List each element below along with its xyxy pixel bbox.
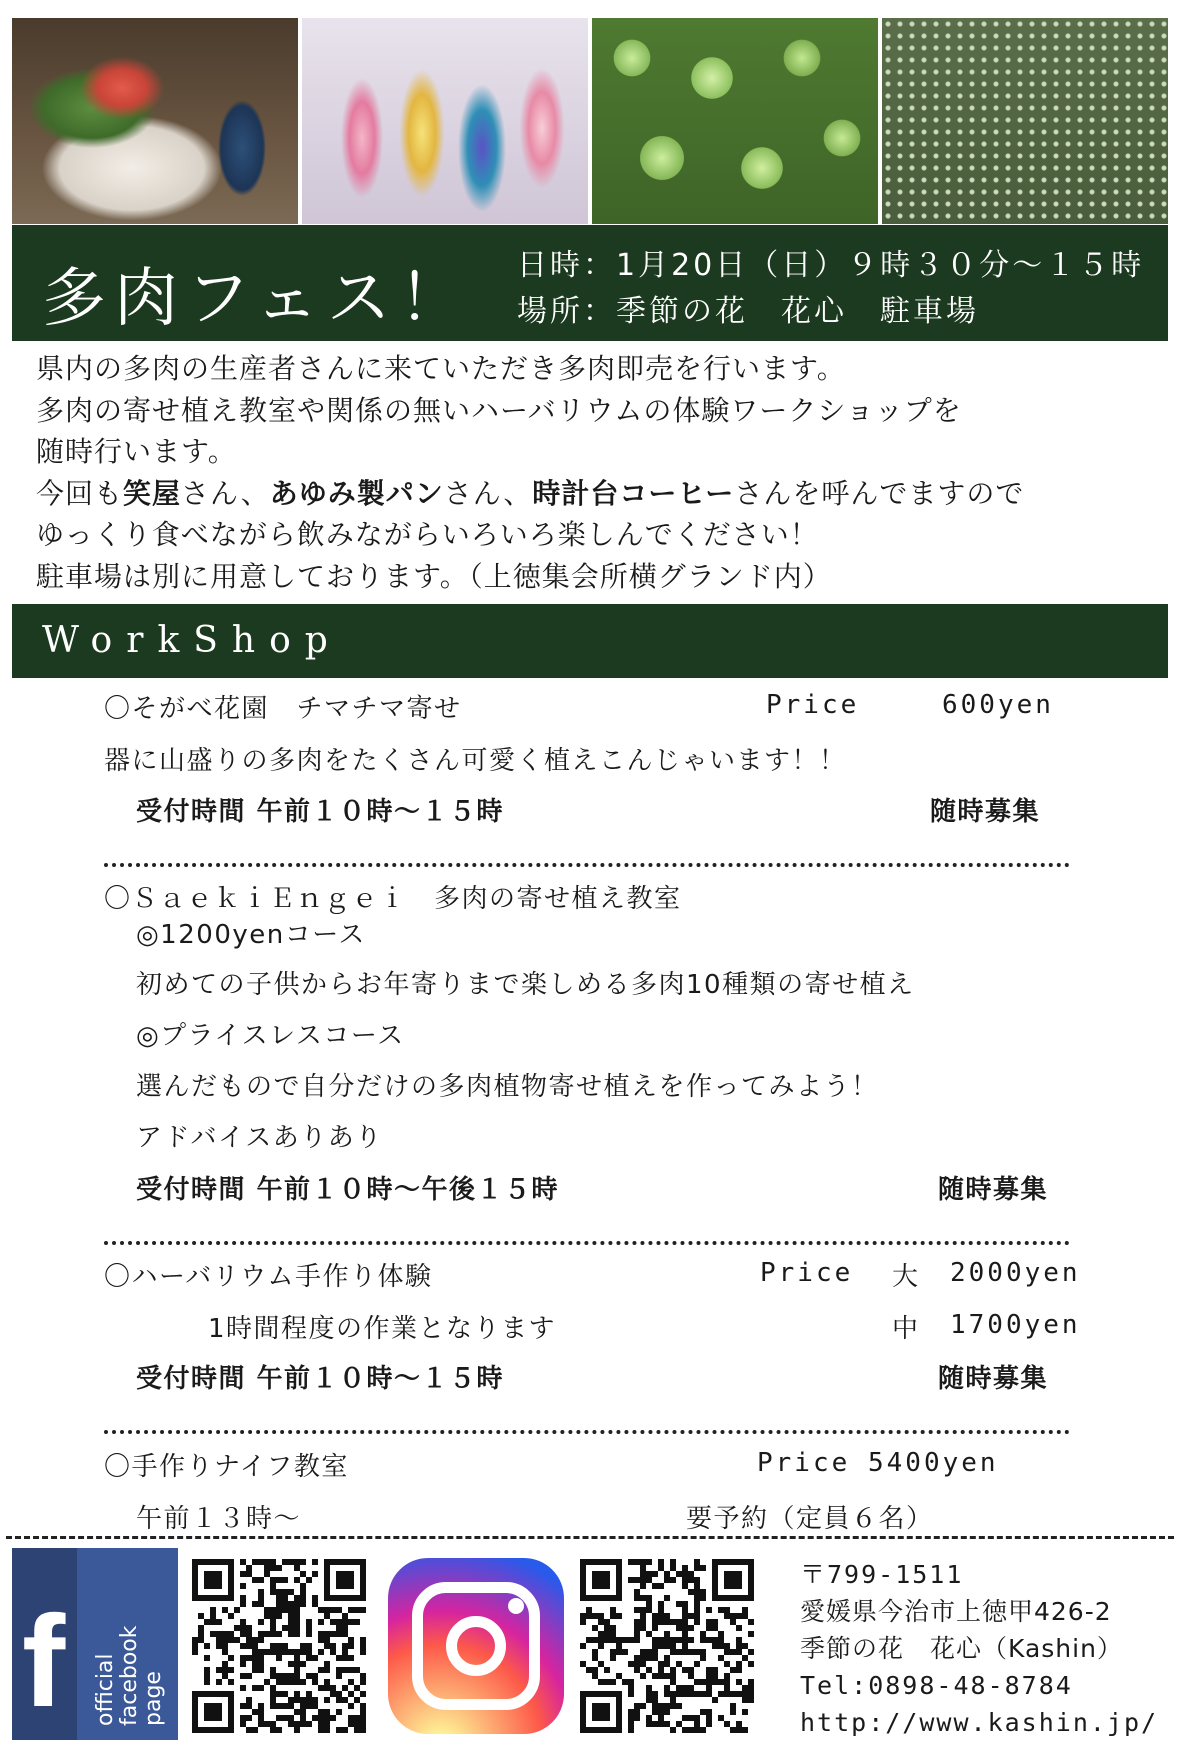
ws1-name: 〇そがべ花園 チマチマ寄せ: [104, 694, 462, 724]
facebook-icon: f: [22, 1588, 66, 1734]
intro-text-span: 今回も: [36, 476, 124, 510]
shop-address: [800, 1556, 1158, 1741]
intro-line: 駐車場は別に用意しております。（上徳集会所横グランド内）: [36, 559, 832, 593]
succulent-carpet-photo: [882, 18, 1168, 224]
photo-strip: [12, 18, 1168, 224]
intro-text-span: さん、: [443, 476, 533, 510]
ws2-course2: ◎プライスレスコース: [136, 1021, 405, 1051]
ws1-price-label: Price: [766, 690, 860, 720]
ws2-advice: アドバイスありあり: [136, 1123, 383, 1153]
shop-name: 季節の花 花心（Kashin）: [800, 1634, 1123, 1663]
ws3-size-medium: 中: [892, 1314, 920, 1344]
ws4-name: 〇手作りナイフ教室: [104, 1452, 349, 1482]
instagram-icon[interactable]: [388, 1558, 564, 1734]
ws2-name: 〇ＳａｅｋｉＥｎｇｅｉ 多肉の寄せ植え教室: [104, 884, 682, 914]
intro-line: ゆっくり食べながら飲みながらいろいろ楽しんでください！: [36, 518, 819, 551]
facebook-caption-line: official: [93, 1653, 118, 1726]
ws2-recruit: 随時募集: [938, 1175, 1049, 1205]
event-info: [517, 243, 1144, 335]
succulent-pot-photo: [12, 18, 298, 224]
dotted-divider: [104, 863, 1070, 867]
ws4-price-label: Price: [757, 1448, 851, 1478]
workshop-band: [12, 604, 1168, 678]
header-band: [12, 225, 1168, 341]
ws2-course2-desc: 選んだもので自分だけの多肉植物寄せ植えを作ってみよう！: [136, 1072, 879, 1102]
intro-line: 県内の多肉の生産者さんに来ていただき多肉即売を行います。: [36, 352, 846, 385]
ws1-reception: 受付時間 午前１０時～１５時: [136, 797, 505, 827]
intro-line: 多肉の寄せ植え教室や関係の無いハーバリウムの体験ワークショップを: [36, 393, 962, 427]
footer-divider: [6, 1536, 1174, 1539]
facebook-caption-line: page: [141, 1671, 166, 1726]
dotted-divider: [104, 1430, 1070, 1434]
guest-emiya: 笑屋: [123, 476, 182, 510]
facebook-caption-line: facebook: [117, 1625, 142, 1726]
phone-number: Tel:0898-48-8784: [800, 1671, 1073, 1700]
ws2-course1: ◎1200yenコース: [136, 920, 366, 950]
ws4-price: 5400yen: [868, 1448, 999, 1478]
herbarium-bottles-photo: [302, 18, 588, 224]
facebook-block[interactable]: [12, 1548, 178, 1740]
ws3-name: 〇ハーバリウム手作り体験: [104, 1262, 433, 1292]
instagram-dot: [508, 1598, 524, 1614]
ws3-desc: 1時間程度の作業となります: [208, 1314, 557, 1344]
ws4-time: 午前１３時～: [136, 1504, 302, 1534]
event-place: 場所：季節の花 花心 駐車場: [517, 294, 979, 329]
ws1-price: 600yen: [942, 690, 1054, 720]
ws3-price-medium: 1700yen: [950, 1310, 1081, 1340]
street-address: 愛媛県今治市上徳甲426-2: [800, 1597, 1112, 1626]
qr-code-icon: [192, 1556, 366, 1736]
festival-title: 多肉フェス！: [42, 262, 471, 336]
dotted-divider: [104, 1241, 1070, 1245]
postal-code: 〒799-1511: [800, 1560, 964, 1589]
website-link[interactable]: http://www.kashin.jp/: [800, 1708, 1159, 1737]
ws3-recruit: 随時募集: [938, 1364, 1049, 1394]
intro-line: [36, 473, 1156, 515]
ws3-price-large: 2000yen: [950, 1258, 1081, 1288]
facebook-qr-code-icon[interactable]: [192, 1556, 366, 1736]
guest-tokeidai-coffee: 時計台コーヒー: [532, 476, 735, 510]
event-date: 日時：1月20日（日）９時３０分～１５時: [517, 248, 1145, 283]
ws2-reception: 受付時間 午前１０時～午後１５時: [136, 1175, 560, 1205]
intro-line: 随時行います。: [36, 435, 237, 468]
intro-text-span: さんを呼んでますので: [734, 476, 1025, 510]
facebook-caption: [94, 1556, 166, 1726]
ws3-price-label: Price: [760, 1258, 854, 1288]
intro-text: [36, 348, 1156, 597]
ws3-reception: 受付時間 午前１０時～１５時: [136, 1364, 505, 1394]
qr-code-icon: [580, 1556, 754, 1736]
guest-ayumi-bakery: あゆみ製パン: [269, 476, 444, 510]
ws4-reservation: 要予約（定員６名）: [686, 1504, 934, 1534]
ws2-course1-desc: 初めての子供からお年寄りまで楽しめる多肉10種類の寄せ植え: [136, 970, 915, 1000]
intro-text-span: さん、: [181, 476, 270, 510]
ws3-size-large: 大: [892, 1262, 920, 1292]
instagram-lens: [446, 1616, 506, 1676]
succulent-closeup-photo: [592, 18, 878, 224]
ws1-desc: 器に山盛りの多肉をたくさん可愛く植えこんじゃいます！！: [104, 746, 847, 776]
workshop-title: WorkShop: [42, 620, 342, 661]
instagram-qr-code-icon[interactable]: [580, 1556, 754, 1736]
ws1-recruit: 随時募集: [930, 797, 1041, 827]
